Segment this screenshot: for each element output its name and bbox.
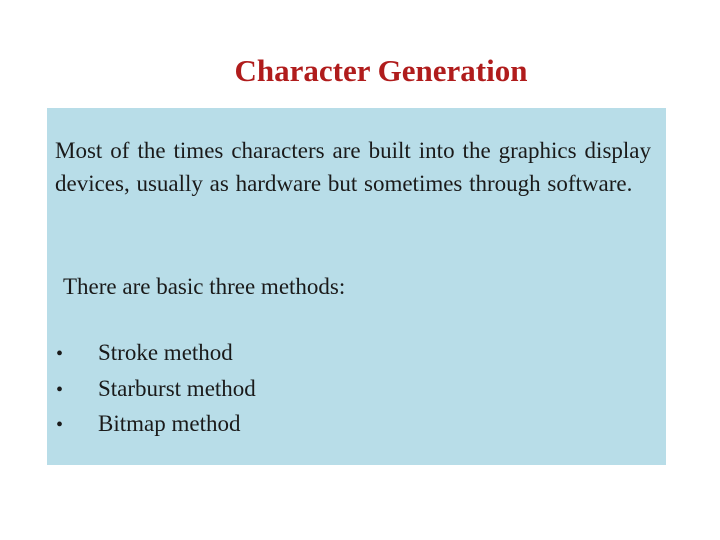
list-item-bitmap-method (47, 407, 256, 443)
method-label: Starburst method (98, 375, 256, 401)
list-item-starburst-method (47, 372, 256, 408)
slide-title: Character Generation (234, 52, 528, 88)
bullet-icon: • (56, 378, 64, 401)
intro-paragraph: Most of the times characters are built into the graphics display devices, usually as hardware but sometimes through software. (55, 138, 651, 196)
bullet-icon: • (56, 414, 64, 436)
methods-list (47, 336, 256, 443)
method-label: Bitmap method (98, 411, 241, 436)
methods-intro: There are basic three methods: (63, 274, 346, 299)
bullet-icon: • (56, 343, 64, 365)
list-item-stroke-method (47, 336, 256, 372)
method-label: Stroke method (98, 340, 233, 365)
content-box (47, 108, 666, 465)
